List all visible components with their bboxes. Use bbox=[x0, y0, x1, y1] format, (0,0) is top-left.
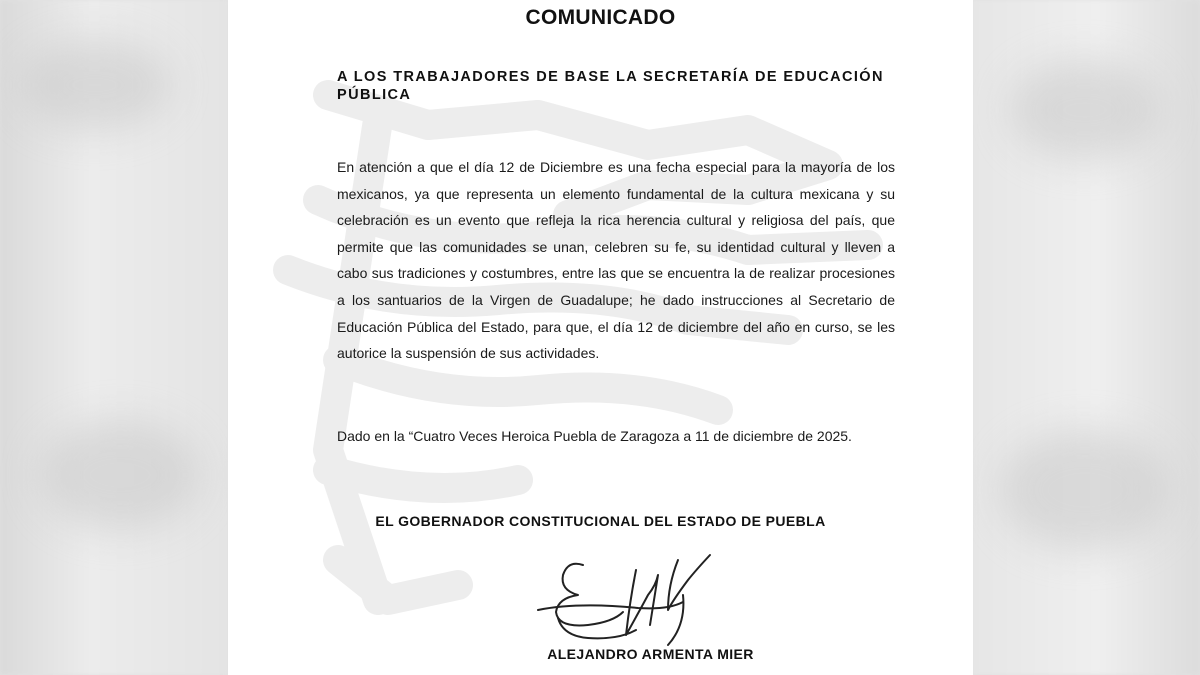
signer-name: ALEJANDRO ARMENTA MIER bbox=[547, 646, 754, 662]
document-title: COMUNICADO bbox=[525, 6, 676, 29]
backdrop-blur-shape bbox=[40, 420, 200, 530]
backdrop-blur-shape bbox=[1010, 60, 1160, 160]
signer-title: EL GOBERNADOR CONSTITUCIONAL DEL ESTADO DE PUEBLA bbox=[375, 513, 826, 529]
document-page bbox=[228, 0, 973, 675]
recipient-heading: A LOS TRABAJADORES DE BASE LA SECRETARÍA DE EDUCACIÓN bbox=[337, 69, 884, 85]
body-paragraph: En atención a que el día 12 de Diciembre es una fecha especial para la mayoría de los mexicanos, ya que representa un elemento fundamental de la cultura mexicana y su celebración es un evento que refleja la rica herencia cultural y religiosa del país, que permite que las comunidades se unan, celebren su fe, su identidad cultural y lleven a cabo sus tradiciones y costumbres, entre las que se encuentra la de realizar procesiones a los santuarios de la Virgen de Guadalupe; he dado instrucciones al Secretario de Educación Pública del Estado, para que, el día 12 de diciembre del año en curso, se les autorice la suspensión de sus actividades. bbox=[337, 159, 895, 362]
backdrop-blur-shape bbox=[1000, 430, 1170, 550]
backdrop-blur-shape bbox=[20, 40, 170, 130]
recipient-heading-continued: PÚBLICA bbox=[337, 87, 412, 103]
dated-paragraph: Dado en la “Cuatro Veces Heroica Puebla de Zaragoza a 11 de diciembre de 2025. bbox=[337, 428, 852, 444]
handwritten-signature-icon bbox=[518, 540, 728, 660]
